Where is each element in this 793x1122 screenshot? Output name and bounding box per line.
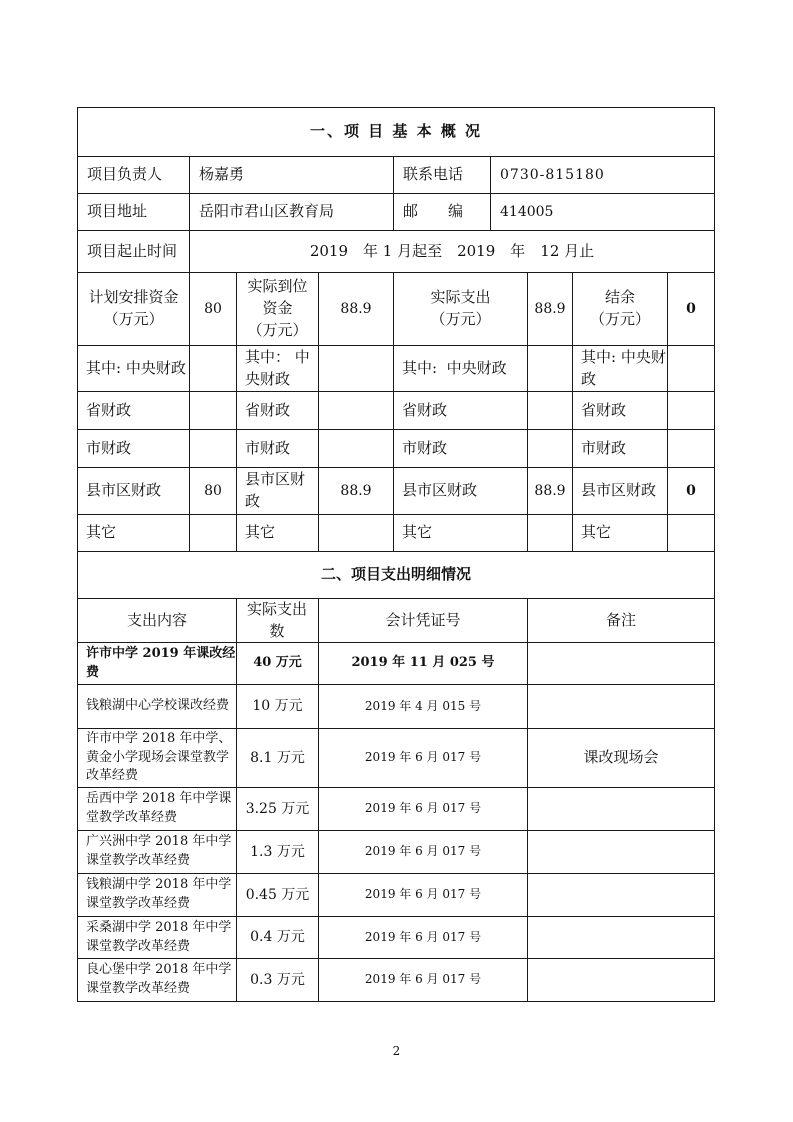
- county-actual-out-value: 88.9: [534, 482, 566, 499]
- actual-in-label-line2: 资金: [262, 299, 293, 318]
- rule: [527, 598, 528, 1001]
- balance-value: 0: [686, 300, 696, 317]
- rule: [77, 1001, 715, 1002]
- other-label-actual-out: 其它: [402, 523, 433, 542]
- actual-out-label: [394, 273, 527, 345]
- rule: [714, 107, 715, 1002]
- balance-label-line2: （万元）: [589, 310, 650, 328]
- planned-funds-value: 80: [204, 300, 222, 317]
- province-label-actual-in: 省财政: [245, 400, 291, 419]
- province-label-actual-out: 省财政: [402, 400, 448, 419]
- expense-content: 钱粮湖中心学校课改经费: [86, 698, 230, 714]
- col-header-voucher: 会计凭证号: [385, 610, 461, 629]
- expense-content: 许市中学 2018 年中学、黄金小学现场会课堂教学改革经费: [86, 730, 232, 784]
- expense-amount: 0.45 万元: [245, 886, 310, 903]
- expense-amount: 1.3 万元: [250, 843, 305, 860]
- province-label-balance: 省财政: [581, 400, 627, 419]
- phone-value: 0730-815180: [500, 166, 605, 183]
- expense-content: 采桑湖中学 2018 年中学课堂教学改革经费: [86, 919, 232, 954]
- actual-in-label-line1: 实际到位: [247, 277, 308, 296]
- expense-voucher: 2019 年 6 月 017 号: [364, 887, 482, 902]
- other-label-actual-in: 其它: [245, 523, 276, 542]
- expense-voucher: 2019 年 6 月 017 号: [364, 801, 482, 816]
- postcode-value: 414005: [500, 203, 554, 220]
- expense-content: 岳西中学 2018 年中学课堂教学改革经费: [86, 791, 232, 825]
- expense-content: 钱粮湖中学 2018 年中学课堂教学改革经费: [86, 877, 232, 911]
- actual-out-label-line1: 实际支出: [430, 288, 491, 307]
- expense-amount: 0.3 万元: [250, 971, 305, 988]
- central-label-planned: 其中: 中央财政: [86, 358, 186, 377]
- expense-voucher: 2019 年 6 月 017 号: [364, 750, 482, 765]
- col-header-remark: 备注: [605, 610, 636, 629]
- balance-label-line1: 结余: [604, 288, 635, 307]
- expense-voucher: 2019 年 4 月 015 号: [364, 698, 482, 713]
- expense-amount: 10 万元: [252, 698, 303, 715]
- section-title: 一、项 目 基 本 概 况: [309, 122, 483, 141]
- section-title: 二、项目支出明细情况: [320, 565, 471, 584]
- col-header-content: 支出内容: [126, 610, 187, 629]
- expense-content: 良心堡中学 2018 年中学课堂教学改革经费: [86, 962, 232, 996]
- actual-out-label-line2: （万元）: [430, 310, 491, 328]
- central-label-balance: 其中: 中央财政: [581, 347, 666, 388]
- period-value: 2019 年 1 月起至 2019 年 12 月止: [309, 241, 595, 260]
- expense-voucher: 2019 年 6 月 017 号: [364, 844, 482, 859]
- expense-amount: 0.4 万元: [250, 929, 305, 946]
- county-planned-value: 80: [204, 482, 222, 499]
- expense-amount: 40 万元: [253, 655, 302, 671]
- county-label-planned: 县市区财政: [86, 481, 162, 500]
- responsible-label: 项目负责人: [87, 165, 163, 184]
- planned-funds-label: [78, 273, 189, 345]
- postcode-label: 邮 编: [403, 202, 464, 221]
- city-label-planned: 市财政: [86, 438, 132, 457]
- city-label-balance: 市财政: [581, 438, 627, 457]
- expense-voucher: 2019 年 6 月 017 号: [364, 972, 482, 987]
- other-label-balance: 其它: [581, 523, 612, 542]
- expense-voucher: 2019 年 11 月 025 号: [351, 655, 495, 671]
- city-label-actual-in: 市财政: [245, 438, 291, 457]
- expense-voucher: 2019 年 6 月 017 号: [364, 929, 482, 944]
- actual-in-label: [237, 273, 318, 345]
- central-label-actual-in: 其中： 中央财政: [245, 347, 310, 388]
- col-header-amount: 实际支出数: [246, 599, 307, 640]
- actual-out-value: 88.9: [534, 300, 566, 317]
- page-number: 2: [392, 1044, 401, 1058]
- province-label-planned: 省财政: [86, 400, 132, 419]
- city-label-actual-out: 市财政: [402, 438, 448, 457]
- actual-in-label-line3: （万元）: [247, 320, 308, 339]
- expense-content: 广兴洲中学 2018 年中学课堂教学改革经费: [86, 834, 232, 868]
- county-label-balance: 县市区财政: [581, 481, 657, 500]
- county-label-actual-in: 县市区财政: [245, 470, 306, 510]
- phone-label: 联系电话: [403, 165, 464, 184]
- expense-amount: 3.25 万元: [245, 800, 310, 817]
- responsible-value: 杨嘉勇: [199, 165, 245, 184]
- central-label-actual-out: 其中: 中央财政: [402, 358, 507, 377]
- actual-in-value: 88.9: [340, 300, 372, 317]
- expense-amount: 8.1 万元: [250, 749, 305, 766]
- planned-funds-label-line1: 计划安排资金: [88, 288, 179, 307]
- balance-label: [573, 273, 667, 345]
- county-label-actual-out: 县市区财政: [402, 481, 478, 500]
- period-label: 项目起止时间: [87, 241, 178, 260]
- expense-content: 许市中学 2019 年课改经费: [86, 645, 236, 680]
- county-balance-value: 0: [686, 482, 696, 499]
- county-actual-in-value: 88.9: [340, 482, 372, 499]
- expense-remark: 课改现场会: [583, 748, 659, 767]
- other-label-planned: 其它: [86, 523, 117, 542]
- address-value: 岳阳市君山区教育局: [199, 202, 335, 221]
- address-label: 项目地址: [87, 202, 148, 221]
- planned-funds-label-line2: （万元）: [103, 310, 164, 328]
